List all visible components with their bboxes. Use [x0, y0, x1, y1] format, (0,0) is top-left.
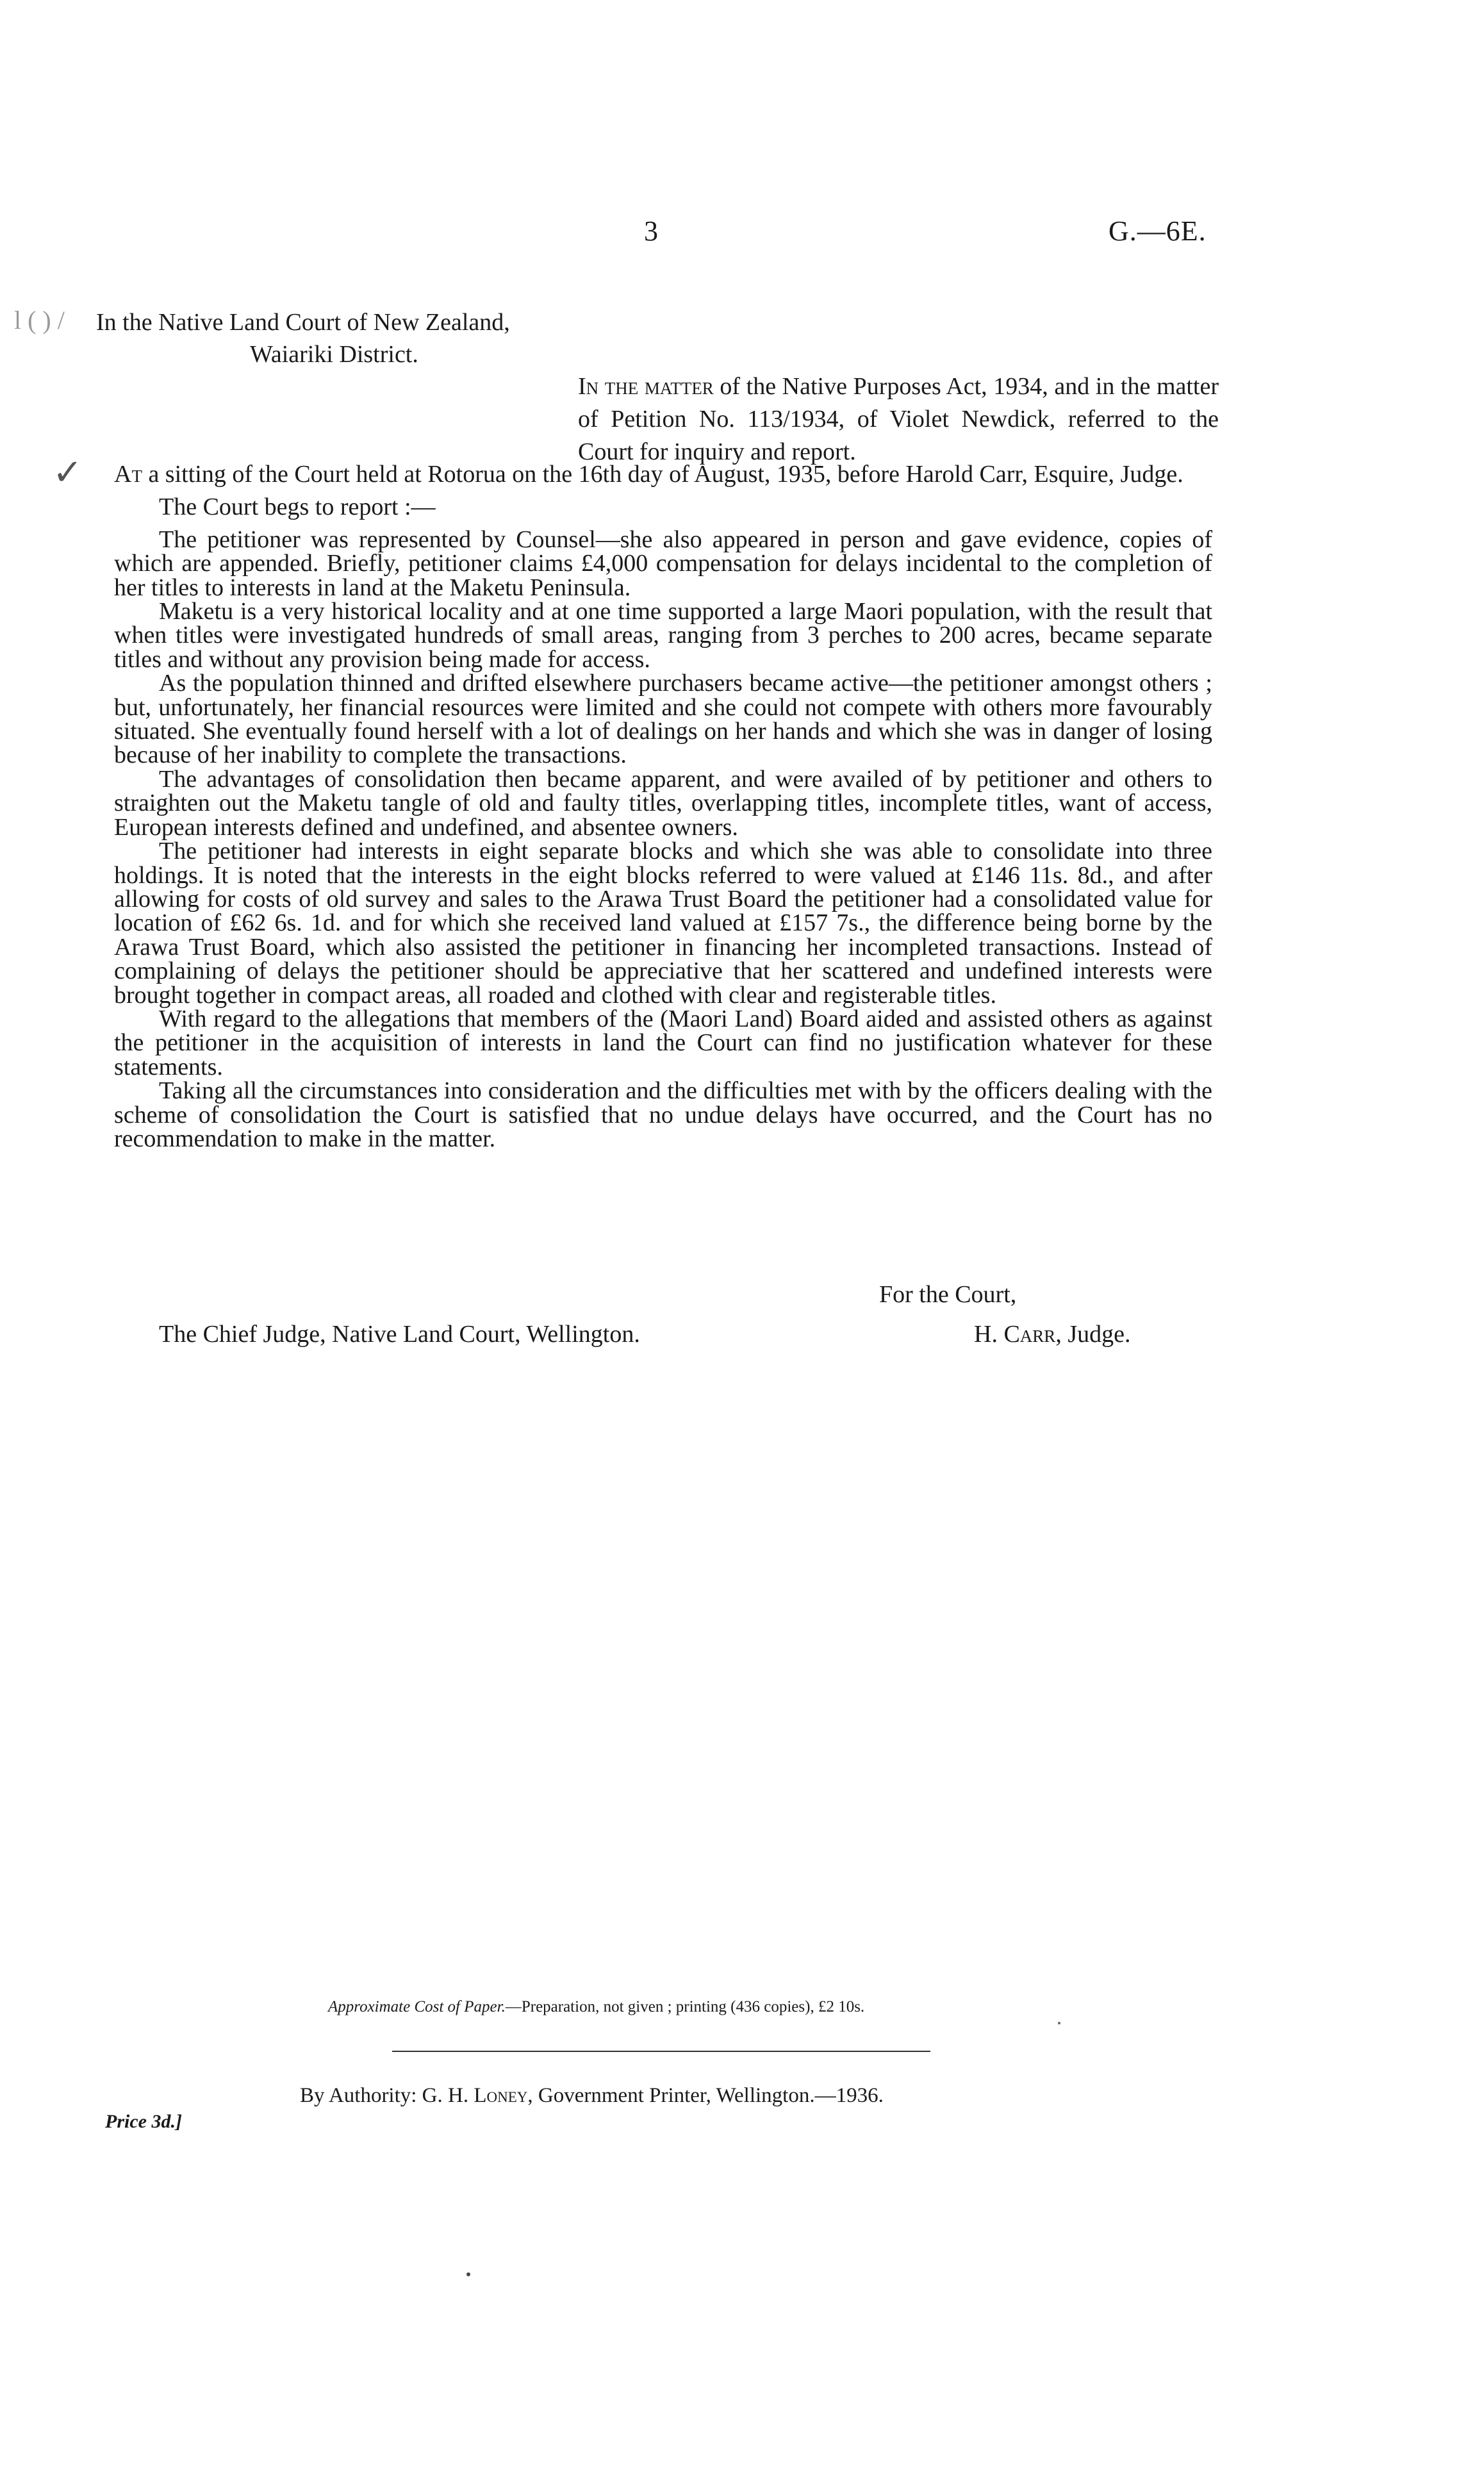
cost-note [328, 1998, 1161, 2016]
report-paragraph: The advantages of consolidation then became apparent, and were availed of by petitioner and others to straighten out the Maketu tangle of old and faulty titles, overlapping titles, incomplete titles, want of access, European interests defined and undefined, and absentee owners. [114, 765, 1212, 841]
cost-text: —Preparation, not given ; printing (436 copies), £2 10s. [505, 1998, 865, 2015]
signature-initial: H. [974, 1321, 1004, 1348]
price: Price 3d.] [105, 2111, 182, 2132]
check-mark-icon: ✓ [53, 453, 83, 493]
report-paragraph: Maketu is a very historical locality and at one time supported a large Maori population, with the result that when titles were investigated hundreds of small areas, ranging from 3 perches to 200 acres, became separate titles and without any provision being made for access. [114, 598, 1212, 673]
printer-authority [300, 2084, 1261, 2108]
report-paragraph: The petitioner had interests in eight separate blocks and which she was able to consolidate into three holdings. It is noted that the interests in the eight blocks referred to were valued at £146 11s. 8d., and after allowing for costs of old survey and sales to the Arawa Trust Board the petitioner had a consolidated value for location of £62 6s. 1d. and for which she received land valued at £157 7s., the difference being borne by the Arawa Trust Board, which also assisted the petitioner in financing her incompleted transactions. Instead of complaining of delays the petitioner should be appreciative that her scattered and undefined interests were brought together in compact areas, all roaded and clothed with clear and registerable titles. [114, 838, 1212, 1009]
matter-caption [578, 370, 1219, 468]
cost-label: Approximate Cost of Paper. [328, 1998, 506, 2015]
margin-annotation: l ( ) / [14, 306, 65, 335]
footer-rule [392, 2051, 930, 2052]
report-paragraph: With regard to the allegations that members of the (Maori Land) Board aided and assisted others as against the petitioner in the acquisition of interests in land the Court can find no justification whatever for these statements. [114, 1005, 1212, 1080]
court-name: In the Native Land Court of New Zealand, [96, 309, 510, 336]
court-heading [96, 306, 865, 370]
print-speck [466, 2272, 470, 2276]
addressee: The Chief Judge, Native Land Court, Wellington. [159, 1321, 640, 1348]
report-paragraph: As the population thinned and drifted elsewhere purchasers became active—the petitioner amongst others ; but, unfortunately, her financial resources were limited and she could not compete with others more favourably situated. She eventually found herself with a lot of dealings on her hands and which she was in danger of losing because of her inability to complete the transactions. [114, 670, 1212, 769]
court-district: Waiariki District. [250, 341, 418, 368]
authority-name: Loney [474, 2084, 528, 2107]
report-paragraph: Taking all the circumstances into consideration and the difficulties met with by the officers dealing with the scheme of consolidation the Court is satisfied that no undue delays have occurred, and the Court has no recommendation to make in the matter. [114, 1077, 1212, 1152]
sitting-lead: At [114, 461, 142, 488]
sitting-text: a sitting of the Court held at Rotorua on the 16th day of August, 1935, before Harold Carr, Esquire, Judge. [142, 461, 1183, 488]
page-number: 3 [644, 215, 658, 247]
matter-lead: In the matter [578, 373, 714, 400]
sitting-paragraph [114, 463, 1212, 486]
report-paragraph: The petitioner was represented by Counsel—she also appeared in person and gave evidence, copies of which are appended. Briefly, petitioner claims £4,000 compensation for delays incidental to the completion of her titles to interests in land at the Maketu Peninsula. [114, 525, 1212, 601]
for-the-court: For the Court, [879, 1281, 1017, 1308]
authority-prefix: By Authority: G. H. [300, 2084, 474, 2107]
signature-name: Carr [1003, 1321, 1056, 1348]
report-intro: The Court begs to report :— [159, 493, 436, 521]
document-code: G.—6E. [1109, 215, 1207, 247]
print-speck [1058, 2022, 1060, 2024]
signature [974, 1320, 1130, 1348]
report-body [114, 463, 1212, 1151]
signature-title: , Judge. [1055, 1321, 1131, 1348]
matter-text: of the Native Purposes Act, 1934, and in the matter of Petition No. 113/1934, of Violet Newdick, referred to the Court for inquiry and report. [578, 373, 1219, 465]
authority-suffix: , Government Printer, Wellington.—1936. [527, 2084, 884, 2107]
